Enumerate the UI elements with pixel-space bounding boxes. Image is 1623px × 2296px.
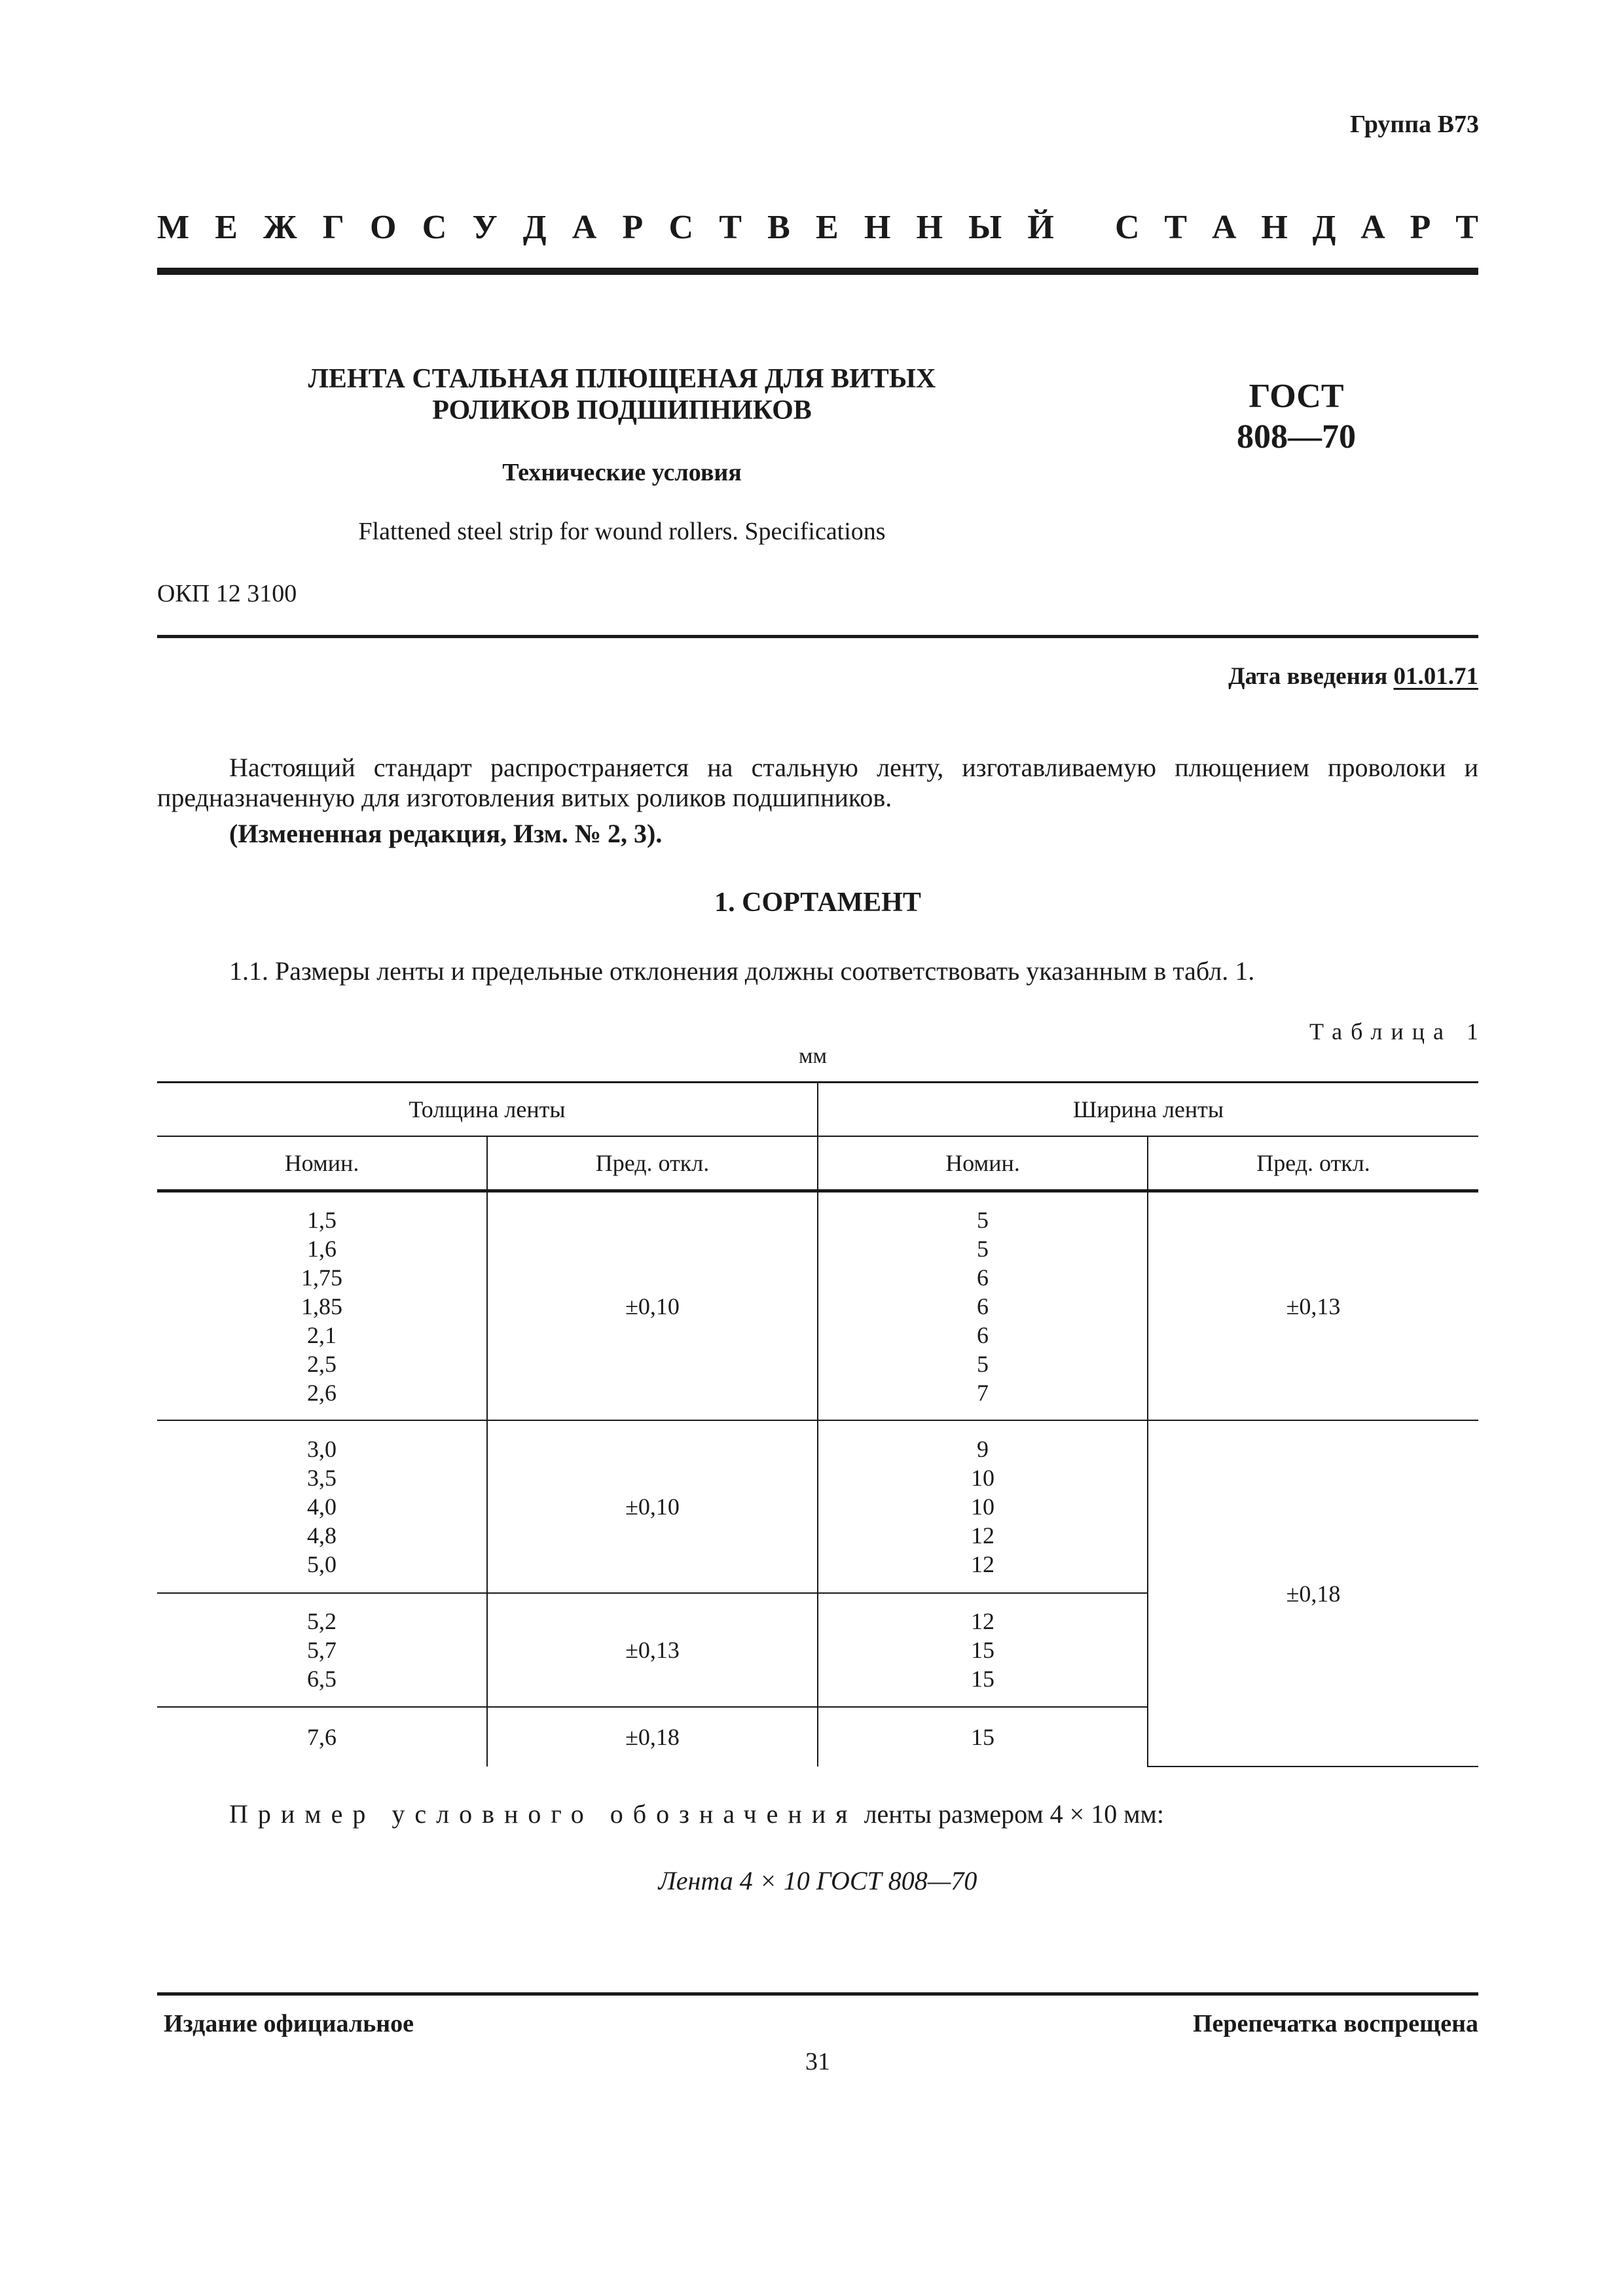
width-tolerance-cell: ±0,18: [1148, 1420, 1478, 1767]
banner-letter: Г: [322, 209, 344, 246]
cell-value: 5,0: [307, 1551, 337, 1577]
banner-letter: О: [370, 209, 397, 246]
table-units: мм: [799, 1044, 828, 1068]
cell-value: 5: [977, 1350, 989, 1377]
cell-value: 2,5: [307, 1350, 337, 1377]
cell-value: 6: [977, 1321, 989, 1348]
banner-letter: В: [767, 209, 790, 246]
thickness-nominal-cell: [157, 1707, 487, 1767]
amendment-note: (Измененная редакция, Изм. № 2, 3).: [229, 819, 663, 848]
banner-letter: Н: [1261, 209, 1288, 246]
cell-value: 4,8: [307, 1522, 337, 1549]
banner-letter: А: [1211, 209, 1237, 246]
banner-letter: Е: [815, 209, 839, 246]
cell-value: 3,0: [307, 1436, 337, 1462]
cell-value: 5: [977, 1206, 989, 1233]
section-heading: 1. СОРТАМЕНТ: [714, 888, 921, 918]
official-edition-note: Издание официальное: [164, 2010, 414, 2037]
banner-letter: М: [157, 209, 190, 246]
example-text: ленты размером 4 × 10 мм:: [857, 1799, 1164, 1829]
cell-value: 5,2: [307, 1608, 337, 1634]
banner-letter: Р: [622, 209, 644, 246]
title-line-1: ЛЕНТА СТАЛЬНАЯ ПЛЮЩЕНАЯ ДЛЯ ВИТЫХ: [308, 364, 936, 394]
subheader-width-tolerance: Пред. откл.: [1148, 1136, 1478, 1191]
banner-letter: Р: [1410, 209, 1431, 246]
banner-letter: А: [1360, 209, 1385, 246]
cell-value: 1,75: [301, 1264, 342, 1291]
cell-value: 5,7: [307, 1637, 337, 1663]
header-thickness: Толщина ленты: [157, 1083, 818, 1137]
subheader-thickness-tolerance: Пред. откл.: [487, 1136, 818, 1191]
cell-value: 7,6: [307, 1724, 337, 1750]
banner-letter: А: [572, 209, 597, 246]
cell-value: 6,5: [307, 1666, 337, 1692]
header-rule: [157, 268, 1478, 275]
cell-value: 10: [971, 1465, 994, 1491]
cell-value: 1,5: [307, 1206, 337, 1233]
banner-letter: Н: [916, 209, 943, 246]
example-spaced-label: Пример условного обозначения: [229, 1799, 858, 1829]
banner-letter: С: [1115, 209, 1140, 246]
banner-letter: Т: [1164, 209, 1188, 246]
subheader-thickness-nominal: Номин.: [157, 1136, 487, 1191]
gost-label: ГОСТ: [1249, 378, 1344, 415]
cell-value: 10: [971, 1494, 994, 1520]
width-nominal-cell: [818, 1593, 1148, 1707]
banner-letter: Й: [1027, 209, 1054, 246]
banner-letter: Д: [1312, 209, 1336, 246]
banner-word-standard: [1115, 208, 1478, 247]
width-nominal-cell: [818, 1707, 1148, 1767]
banner-letter: Т: [719, 209, 742, 246]
reprint-prohibited-note: Перепечатка воспрещена: [1192, 2010, 1478, 2037]
thickness-nominal-cell: [157, 1593, 487, 1707]
cell-value: 12: [971, 1551, 994, 1577]
banner-letter: Ж: [263, 209, 297, 246]
cell-value: 15: [971, 1724, 994, 1750]
cell-value: 9: [977, 1436, 989, 1462]
width-nominal-cell: [818, 1191, 1148, 1421]
cell-value: 3,5: [307, 1465, 337, 1491]
group-code: Группа В73: [1349, 111, 1479, 138]
title-line-2: РОЛИКОВ ПОДШИПНИКОВ: [432, 395, 812, 425]
banner-letter: Ы: [968, 209, 1002, 246]
thickness-tolerance-cell: ±0,13: [487, 1593, 818, 1707]
introduction-date: [1228, 662, 1478, 691]
cell-value: 1,85: [301, 1293, 342, 1319]
cell-value: 15: [971, 1666, 994, 1692]
table-row: [157, 1191, 1478, 1421]
document-title: [262, 363, 982, 426]
title-rule: [157, 635, 1478, 638]
page-number: 31: [805, 2048, 830, 2075]
cell-value: 2,6: [307, 1379, 337, 1406]
clause-1-1: 1.1. Размеры ленты и предельные отклонения должны соответствовать указанным в табл. 1.: [229, 956, 1255, 986]
table-row: [157, 1420, 1478, 1593]
banner-letter: Т: [1455, 209, 1478, 246]
thickness-nominal-cell: [157, 1420, 487, 1593]
cell-value: 12: [971, 1522, 994, 1549]
banner-letter: С: [668, 209, 694, 246]
dimensions-table: [157, 1081, 1478, 1767]
table-label: Таблица 1: [1309, 1018, 1487, 1045]
banner-letter: У: [472, 209, 498, 246]
thickness-nominal-cell: [157, 1191, 487, 1421]
cell-value: 5: [977, 1235, 989, 1262]
designation-formula: Лента 4 × 10 ГОСТ 808—70: [658, 1866, 977, 1895]
footer-rule: [157, 1992, 1478, 1996]
cell-value: 15: [971, 1637, 994, 1663]
thickness-tolerance-cell: ±0,18: [487, 1707, 818, 1767]
gost-number: 808—70: [1237, 418, 1356, 456]
width-tolerance-cell: ±0,13: [1148, 1191, 1478, 1421]
cell-value: 12: [971, 1608, 994, 1634]
cell-value: 2,1: [307, 1321, 337, 1348]
banner-letter: Е: [215, 209, 238, 246]
okp-code: ОКП 12 3100: [157, 580, 297, 607]
thickness-tolerance-cell: ±0,10: [487, 1420, 818, 1593]
banner-letter: Н: [864, 209, 891, 246]
gost-designation: [1165, 376, 1427, 457]
date-label: Дата введения: [1228, 663, 1388, 690]
english-title: Flattened steel strip for wound rollers. Specifications: [358, 518, 886, 545]
subheader-width-nominal: Номин.: [818, 1136, 1148, 1191]
banner-letter: С: [422, 209, 447, 246]
designation-example: [229, 1799, 1164, 1829]
cell-value: 6: [977, 1264, 989, 1291]
cell-value: 6: [977, 1293, 989, 1319]
scope-paragraph: Настоящий стандарт распространяется на стальную ленту, изготавливаемую плющением проволоки и предназначенную для изготовления витых роликов подшипников.: [157, 753, 1478, 812]
interstate-standard-banner: [157, 208, 1478, 247]
thickness-tolerance-cell: ±0,10: [487, 1191, 818, 1421]
cell-value: 7: [977, 1379, 989, 1406]
banner-letter: Д: [522, 209, 547, 246]
cell-value: 4,0: [307, 1494, 337, 1520]
width-nominal-cell: [818, 1420, 1148, 1593]
header-width: Ширина ленты: [818, 1083, 1478, 1137]
document-subtitle: Технические условия: [502, 459, 742, 486]
banner-word-interstate: [157, 208, 1054, 247]
date-value: 01.01.71: [1393, 663, 1478, 690]
cell-value: 1,6: [307, 1235, 337, 1262]
